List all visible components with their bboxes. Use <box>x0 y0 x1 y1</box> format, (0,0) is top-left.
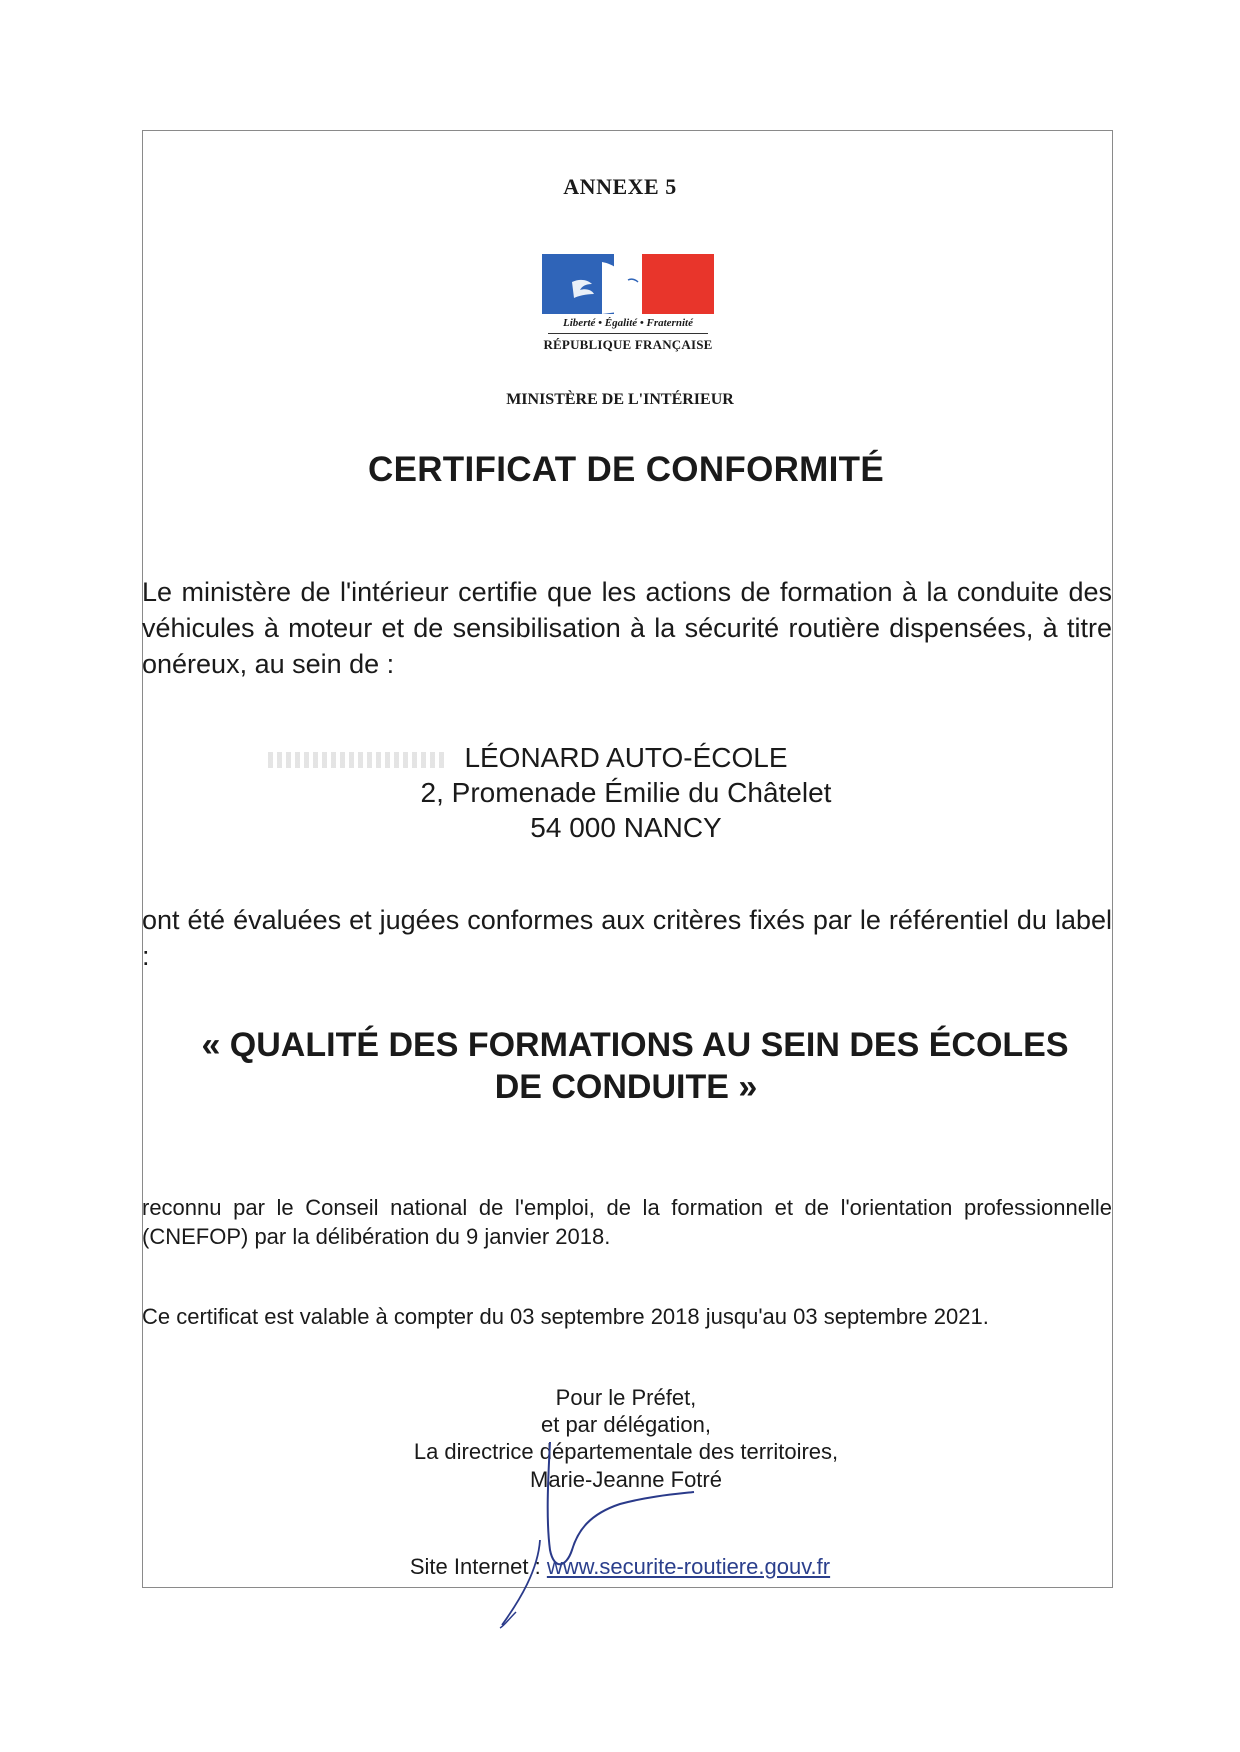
label-title-line2: DE CONDUITE » <box>494 1068 758 1106</box>
handwritten-signature <box>480 1440 740 1630</box>
marianne-flag-icon <box>542 254 714 314</box>
label-title-line1: « QUALITÉ DES FORMATIONS AU SEIN DES ÉCOLES <box>201 1026 1069 1064</box>
organization-name: LÉONARD AUTO-ÉCOLE <box>464 742 788 773</box>
republic-name: RÉPUBLIQUE FRANÇAISE <box>543 337 713 352</box>
signatory-title: La directrice départementale des territoires, <box>413 1439 839 1464</box>
intro-paragraph: Le ministère de l'intérieur certifie que les actions de formation à la conduite des véhicules à moteur et de sensibilisation à la sécurité routière dispensées, à titre onéreux, au sein de : <box>142 577 1112 679</box>
annex-label: ANNEXE 5 <box>563 174 677 199</box>
ministry-name: MINISTÈRE DE L'INTÉRIEUR <box>506 391 734 408</box>
signatory-line-2: et par délégation, <box>540 1412 712 1437</box>
logo-divider <box>548 333 708 334</box>
validity-statement: Ce certificat est valable à compter du 03 septembre 2018 jusqu'au 03 septembre 2021. <box>142 1304 989 1329</box>
website-link[interactable]: www.securite-routiere.gouv.fr <box>546 1554 831 1579</box>
republic-motto: Liberté • Égalité • Fraternité <box>563 317 693 329</box>
republique-francaise-logo <box>542 254 714 358</box>
signatory-name: Marie-Jeanne Fotré <box>530 1467 722 1492</box>
evaluation-paragraph: ont été évaluées et jugées conformes aux critères fixés par le référentiel du label : <box>142 905 1112 971</box>
organization-address: 2, Promenade Émilie du Châtelet <box>420 777 832 808</box>
recognition-paragraph: reconnu par le Conseil national de l'emploi, de la formation et de l'orientation professionnelle (CNEFOP) par la délibération du 9 janvier 2018. <box>142 1195 1112 1249</box>
certificate-title: CERTIFICAT DE CONFORMITÉ <box>368 450 884 489</box>
signatory-line-1: Pour le Préfet, <box>555 1385 697 1410</box>
website-label: Site Internet : <box>409 1554 541 1579</box>
website-footer <box>0 1554 1240 1580</box>
organization-city: 54 000 NANCY <box>530 812 722 843</box>
